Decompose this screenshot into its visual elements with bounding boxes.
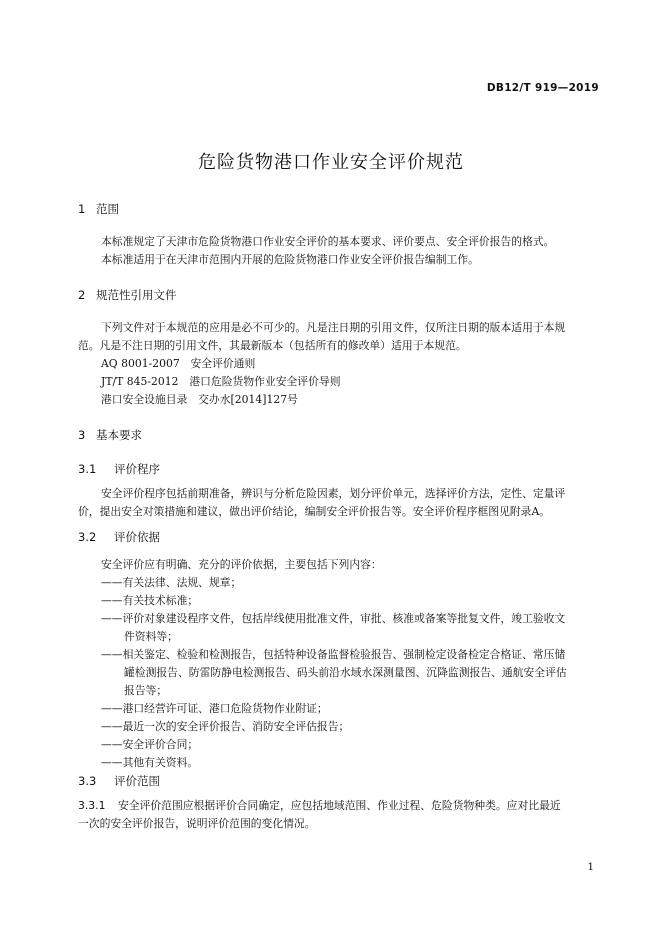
section-title: 评价程序 bbox=[114, 462, 160, 476]
section-3-heading bbox=[78, 427, 142, 443]
section-number: 3.3 bbox=[78, 774, 97, 788]
reference-item: 港口安全设施目录 交办水[2014]127号 bbox=[101, 393, 298, 406]
paragraph-line: 价，提出安全对策措施和建议，做出评价结论，编制安全评价报告等。安全评价程序框图见附录A。 bbox=[78, 505, 551, 518]
clause-text: 安全评价范围应根据评价合同确定，应包括地域范围、作业过程、危险货物种类。应对比最近 bbox=[118, 799, 561, 812]
clause-3-3-1-line bbox=[78, 797, 561, 815]
reference-item: AQ 8001-2007 安全评价通则 bbox=[101, 357, 256, 370]
list-item: ——评价对象建设程序文件，包括岸线使用批准文件，审批、核准或备案等批复文件，竣工验收文 bbox=[101, 612, 566, 625]
section-title: 规范性引用文件 bbox=[96, 288, 177, 302]
list-item: ——安全评价合同； bbox=[101, 738, 199, 751]
paragraph: 本标准规定了天津市危险货物港口作业安全评价的基本要求、评价要点、安全评价报告的格式。 bbox=[101, 235, 555, 248]
list-item-continuation: 件资料等； bbox=[124, 630, 178, 643]
list-item: ——最近一次的安全评价报告、消防安全评估报告； bbox=[101, 720, 350, 733]
subsection-3-2-heading bbox=[78, 529, 160, 545]
list-item-continuation: 报告等； bbox=[124, 684, 168, 697]
list-item: ——其他有关资料。 bbox=[101, 756, 199, 769]
section-title: 评价范围 bbox=[114, 774, 160, 788]
paragraph-line: 一次的安全评价报告，说明评价范围的变化情况。 bbox=[78, 817, 316, 830]
paragraph-line: 安全评价程序包括前期准备，辨识与分析危险因素，划分评价单元，选择评价方法，定性、定量评 bbox=[101, 487, 566, 500]
section-title: 范围 bbox=[96, 202, 119, 216]
paragraph: 安全评价应有明确、充分的评价依据，主要包括下列内容： bbox=[101, 558, 382, 571]
list-item: ——有关技术标准； bbox=[101, 594, 199, 607]
section-1-heading bbox=[78, 201, 119, 217]
paragraph-line: 范。凡是不注日期的引用文件，其最新版本（包括所有的修改单）适用于本规范。 bbox=[78, 339, 467, 352]
section-title: 基本要求 bbox=[96, 428, 142, 442]
section-number: 3 bbox=[78, 428, 86, 442]
page-number: 1 bbox=[587, 861, 594, 873]
clause-number: 3.3.1 bbox=[78, 799, 106, 812]
list-item-continuation: 罐检测报告、防雷防静电检测报告、码头前沿水域水深测量图、沉降监测报告、通航安全评估 bbox=[124, 666, 567, 679]
list-item: ——港口经营许可证、港口危险货物作业附证； bbox=[101, 702, 328, 715]
section-2-heading bbox=[78, 287, 177, 303]
section-number: 1 bbox=[78, 202, 86, 216]
reference-item: JT/T 845-2012 港口危险货物作业安全评价导则 bbox=[101, 375, 341, 388]
section-number: 3.2 bbox=[78, 530, 97, 544]
section-title: 评价依据 bbox=[114, 530, 160, 544]
standard-code: DB12/T 919—2019 bbox=[486, 82, 599, 94]
subsection-3-1-heading bbox=[78, 461, 160, 477]
list-item: ——有关法律、法规、规章； bbox=[101, 576, 242, 589]
paragraph: 本标准适用于在天津市范围内开展的危险货物港口作业安全评价报告编制工作。 bbox=[101, 253, 479, 266]
section-number: 3.1 bbox=[78, 462, 97, 476]
list-item: ——相关鉴定、检验和检测报告，包括特种设备监督检验报告、强制检定设备检定合格证、常压储 bbox=[101, 648, 566, 661]
document-title: 危险货物港口作业安全评价规范 bbox=[198, 152, 464, 173]
subsection-3-3-heading bbox=[78, 773, 160, 789]
paragraph-line: 下列文件对于本规范的应用是必不可少的。凡是注日期的引用文件，仅所注日期的版本适用于本规 bbox=[101, 321, 566, 334]
section-number: 2 bbox=[78, 288, 86, 302]
